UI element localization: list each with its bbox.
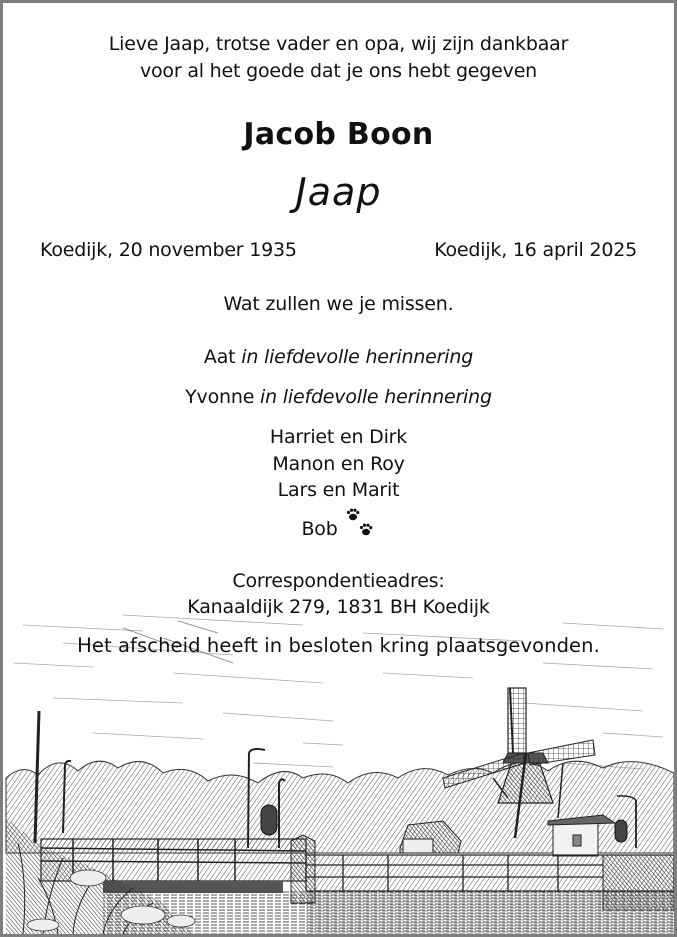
mourner-name: Aat — [203, 346, 236, 368]
correspondence-block — [3, 568, 674, 620]
correspondence-label: Correspondentieadres: — [232, 570, 445, 592]
deceased-full-name: Jacob Boon — [243, 117, 434, 152]
paw-prints-icon — [344, 507, 376, 549]
intro-line-1: Lieve Jaap, trotse vader en opa, wij zijn dankbaar — [108, 33, 569, 55]
correspondence-address: Kanaaldijk 279, 1831 BH Koedijk — [187, 596, 490, 618]
pet-name: Bob — [301, 518, 338, 540]
motto-text: Wat zullen we je missen. — [223, 293, 454, 315]
death-date: Koedijk, 16 april 2025 — [434, 239, 637, 261]
family-list — [3, 424, 674, 504]
mourner-aat — [3, 344, 674, 370]
mourner-yvonne — [3, 384, 674, 410]
family-member: Manon en Roy — [272, 452, 405, 475]
pet-line — [3, 507, 674, 549]
family-member: Lars en Marit — [277, 479, 400, 501]
mourner-note: in liefdevolle herinnering — [260, 386, 492, 408]
family-member: Harriet en Dirk — [269, 426, 408, 448]
intro-text — [3, 31, 674, 85]
mourner-note: in liefdevolle herinnering — [241, 346, 474, 368]
deceased-nickname: Jaap — [295, 170, 382, 214]
birth-date: Koedijk, 20 november 1935 — [40, 239, 297, 261]
mourner-name: Yvonne — [185, 386, 255, 408]
intro-line-2: voor al het goede dat je ons hebt gegeven — [139, 60, 538, 82]
farewell-text: Het afscheid heeft in besloten kring plaatsgevonden. — [77, 634, 600, 657]
